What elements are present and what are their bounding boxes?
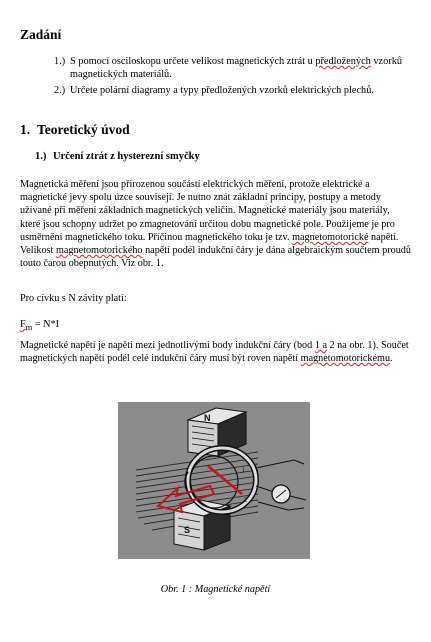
paragraph-text: napětí podél indukční čáry je dána algebraickým součtem proudů touto čarou obepnutých. Viz obr. 1. [20, 245, 411, 270]
spellcheck-word: magnetomotorického [55, 245, 143, 257]
subsection-title: Určení ztrát z hysterezní smyčky [53, 151, 200, 162]
paragraph-coil: Pro cívku s N závity platí: [20, 293, 127, 304]
task-text-end: vzorků magnetických materiálů. [70, 56, 402, 80]
section-heading [20, 122, 130, 138]
subsection-heading [35, 151, 200, 162]
spellcheck-word: magnetomotorickému [300, 353, 391, 365]
figure-caption: Obr. 1 : Magnetické napětí [160, 584, 271, 595]
task-text: Určete polární diagramy a typy předložených vzorků elektrických plechů. [70, 85, 374, 96]
point-1-label: 1 [242, 468, 246, 474]
task-list [54, 55, 414, 100]
paragraph-intro [20, 178, 412, 270]
task-item-1 [54, 55, 414, 81]
formula-symbol: $F_m$ [20, 319, 33, 333]
heading-zadani: Zadání [20, 27, 62, 42]
paragraph-text: Magnetické napětí je napětí mezi jednotlivými body indukční čáry (bod [20, 340, 315, 351]
task-item-2 [54, 84, 414, 97]
figure-magnetic-voltage [118, 402, 310, 559]
spellcheck-word: 1 a [314, 340, 327, 351]
section-number: 1. [20, 122, 31, 137]
subsection-number: 1.) [35, 151, 47, 162]
magnet-coil-illustration [118, 402, 310, 559]
paragraph-text: 2 na obr. 1). Součet magnetických napětí podél celé indukční čáry musí být roven napětí [20, 340, 409, 365]
formula [20, 318, 412, 334]
paragraph-text: Magnetická měření jsou přirozenou součástí elektrických měření, protože elektrické a magnetické jevy spolu úzce souvisejí. Je nutno znát základní principy, postupy a metody užívané při měření základních magnetických veličin. Magnetické materiály jsou materiály, které jsou schopny udržet po zmagnetování určitou dobu magnetické pole. Použijeme je pro usměrnění magnetického toku. Příčinou magnetického toku je tzv. [20, 179, 395, 243]
spellcheck-word: předložených [315, 56, 371, 67]
paragraph-text: napětí. Velikost [20, 231, 399, 257]
formula-rest: = N*I [32, 319, 59, 330]
north-pole-label: N [204, 413, 211, 423]
spellcheck-word: magnetomotorické [292, 231, 369, 243]
south-pole-label: S [184, 525, 191, 535]
paragraph-text: . [390, 353, 393, 365]
section-title: Teoretický úvod [37, 122, 130, 137]
formula-subscript: m [25, 322, 33, 333]
task-number: 2.) [54, 85, 66, 96]
paragraph-magnetic-voltage [20, 339, 412, 365]
point-2-label: 2 [244, 498, 248, 504]
task-text: S pomocí osciloskopu určete velikost magnetických ztrát u [70, 56, 316, 67]
task-number: 1.) [54, 56, 66, 67]
